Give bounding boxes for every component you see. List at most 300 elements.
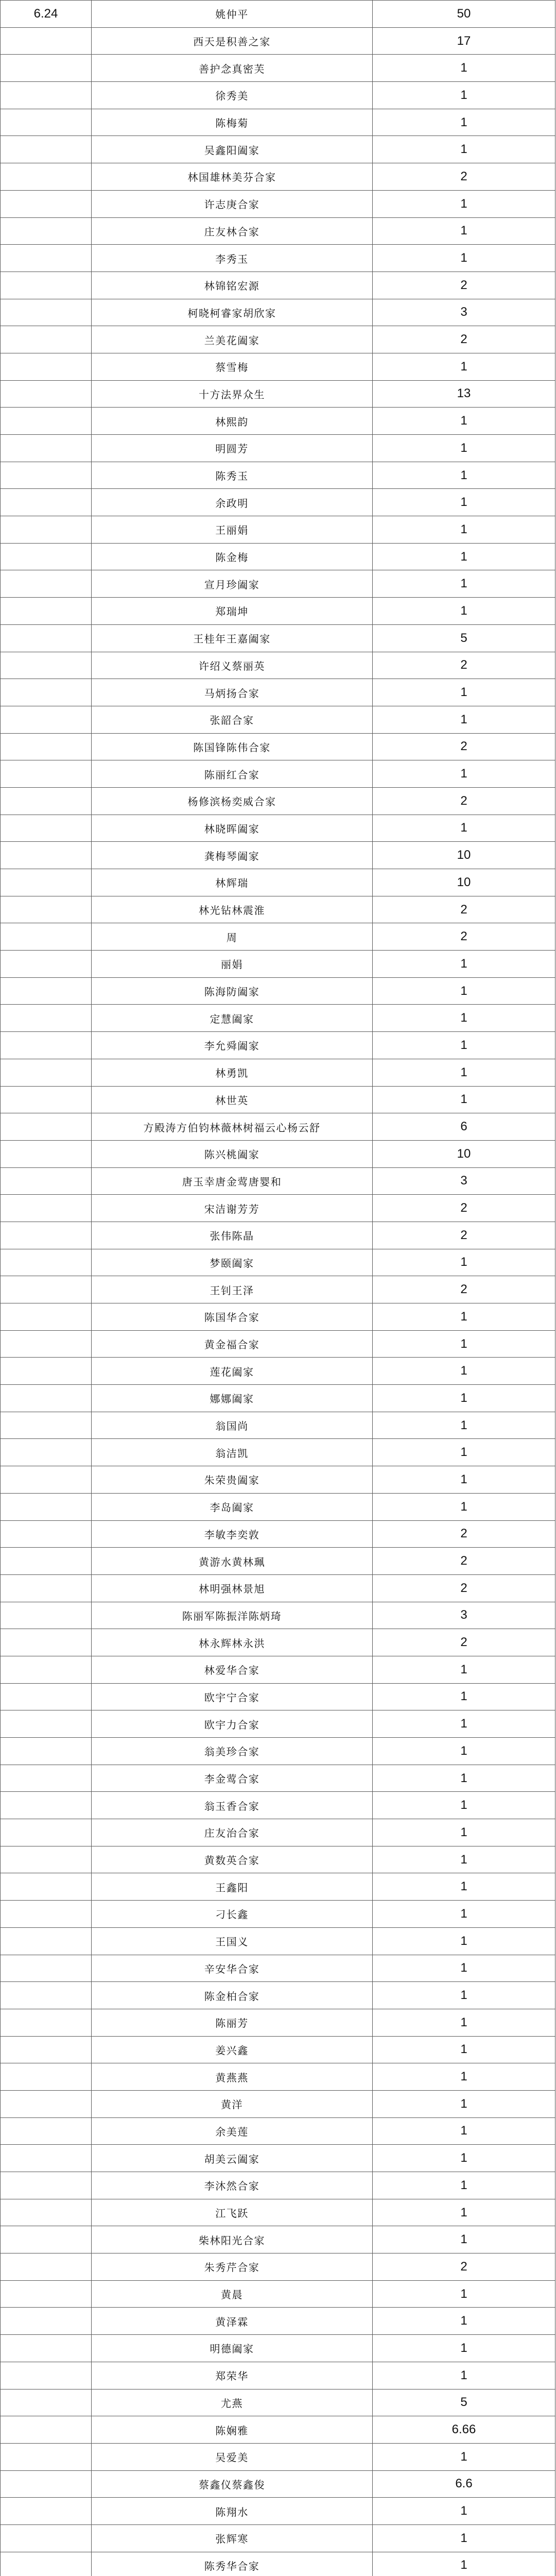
- amount-cell: 2: [373, 1195, 555, 1222]
- donor-name-cell: 林光钻林震淮: [92, 896, 373, 923]
- amount-cell: 1: [373, 82, 555, 109]
- table-row: [1, 2226, 555, 2253]
- table-row: [1, 2036, 555, 2063]
- date-cell-empty: [1, 2172, 92, 2199]
- amount-cell: 1: [373, 598, 555, 625]
- table-row: [1, 2117, 555, 2145]
- amount-cell: 1: [373, 1819, 555, 1846]
- donor-name-cell: 王桂年王嘉阖家: [92, 624, 373, 652]
- table-row: [1, 1927, 555, 1955]
- table-row: [1, 1385, 555, 1412]
- date-cell-empty: [1, 2226, 92, 2253]
- amount-cell: 1: [373, 706, 555, 733]
- amount-cell: 10: [373, 842, 555, 869]
- table-row: [1, 516, 555, 544]
- donor-name-cell: 徐秀美: [92, 82, 373, 109]
- donor-name-cell: 朱荣贵阖家: [92, 1466, 373, 1494]
- table-row: [1, 190, 555, 217]
- table-row: [1, 1493, 555, 1520]
- table-row: [1, 1955, 555, 1982]
- amount-cell: 3: [373, 1602, 555, 1629]
- table-row: [1, 869, 555, 896]
- table-row: [1, 27, 555, 55]
- amount-cell: 1: [373, 2172, 555, 2199]
- amount-cell: 1: [373, 760, 555, 788]
- amount-cell: 6.6: [373, 2470, 555, 2498]
- date-cell-empty: [1, 163, 92, 191]
- date-cell-empty: [1, 1086, 92, 1113]
- table-row: [1, 977, 555, 1005]
- amount-cell: 1: [373, 951, 555, 978]
- date-cell-empty: [1, 706, 92, 733]
- table-row: [1, 163, 555, 191]
- date-cell-empty: [1, 1710, 92, 1738]
- amount-cell: 1: [373, 2090, 555, 2117]
- amount-cell: 1: [373, 1927, 555, 1955]
- donor-name-cell: 黄游水黄林珮: [92, 1548, 373, 1575]
- date-cell-empty: [1, 136, 92, 163]
- donor-name-cell: 刁长鑫: [92, 1901, 373, 1928]
- amount-cell: 10: [373, 1140, 555, 1167]
- table-row: [1, 2280, 555, 2308]
- table-row: [1, 2253, 555, 2281]
- table-row: [1, 624, 555, 652]
- date-cell-empty: [1, 1574, 92, 1602]
- amount-cell: 1: [373, 1005, 555, 1032]
- amount-cell: 1: [373, 2498, 555, 2525]
- donor-name-cell: 李沐然合家: [92, 2172, 373, 2199]
- amount-cell: 1: [373, 1901, 555, 1928]
- table-row: [1, 2389, 555, 2416]
- date-cell-empty: [1, 1927, 92, 1955]
- amount-cell: 1: [373, 516, 555, 544]
- amount-cell: 1: [373, 1873, 555, 1901]
- donor-name-cell: 明德阖家: [92, 2335, 373, 2362]
- table-row: [1, 435, 555, 462]
- date-cell-empty: [1, 1466, 92, 1494]
- donor-name-cell: 龚梅琴阖家: [92, 842, 373, 869]
- amount-cell: 1: [373, 435, 555, 462]
- date-cell-empty: [1, 1358, 92, 1385]
- amount-cell: 50: [373, 1, 555, 28]
- donor-name-cell: 陈秀华合家: [92, 2552, 373, 2576]
- donor-name-cell: 林明强林景旭: [92, 1574, 373, 1602]
- amount-cell: 1: [373, 1765, 555, 1792]
- date-cell-empty: [1, 896, 92, 923]
- donor-name-cell: 黄燕燕: [92, 2063, 373, 2091]
- date-cell-empty: [1, 1140, 92, 1167]
- table-row: [1, 2063, 555, 2091]
- amount-cell: 1: [373, 1955, 555, 1982]
- date-cell-empty: [1, 109, 92, 136]
- date-cell-empty: [1, 245, 92, 272]
- amount-cell: 13: [373, 380, 555, 408]
- donor-name-cell: 庄友治合家: [92, 1819, 373, 1846]
- table-row: [1, 951, 555, 978]
- donor-name-cell: 胡美云阖家: [92, 2145, 373, 2172]
- date-cell-empty: [1, 1195, 92, 1222]
- donor-name-cell: 庄友林合家: [92, 217, 373, 245]
- table-row: [1, 1140, 555, 1167]
- table-row: [1, 706, 555, 733]
- donor-name-cell: 蔡雪梅: [92, 353, 373, 380]
- amount-cell: 1: [373, 2524, 555, 2552]
- amount-cell: 2: [373, 1574, 555, 1602]
- table-row: [1, 598, 555, 625]
- table-row: [1, 1710, 555, 1738]
- table-row: [1, 2416, 555, 2444]
- table-row: [1, 1548, 555, 1575]
- amount-cell: 2: [373, 1548, 555, 1575]
- donor-name-cell: 陈丽红合家: [92, 760, 373, 788]
- table-row: [1, 299, 555, 326]
- donor-name-cell: 陈娴雅: [92, 2416, 373, 2444]
- donor-name-cell: 陈国华合家: [92, 1303, 373, 1331]
- donor-name-cell: 唐玉幸唐金莺唐婴和: [92, 1167, 373, 1195]
- table-row: [1, 1873, 555, 1901]
- donor-name-cell: 张韶合家: [92, 706, 373, 733]
- date-cell-empty: [1, 1656, 92, 1683]
- amount-cell: 2: [373, 163, 555, 191]
- date-cell-empty: [1, 1955, 92, 1982]
- amount-cell: 1: [373, 2280, 555, 2308]
- amount-cell: 2: [373, 1629, 555, 1656]
- date-cell-empty: [1, 598, 92, 625]
- table-row: [1, 2524, 555, 2552]
- date-cell-empty: [1, 2524, 92, 2552]
- amount-cell: 1: [373, 1846, 555, 1873]
- amount-cell: 1: [373, 1439, 555, 1466]
- donor-name-cell: 林锦铭宏源: [92, 272, 373, 299]
- table-row: [1, 2498, 555, 2525]
- amount-cell: 1: [373, 2362, 555, 2389]
- donor-name-cell: 江飞跃: [92, 2199, 373, 2226]
- amount-cell: 1: [373, 2145, 555, 2172]
- table-row: [1, 380, 555, 408]
- table-row: [1, 1683, 555, 1710]
- donor-name-cell: 许志庚合家: [92, 190, 373, 217]
- donor-name-cell: 娜娜阖家: [92, 1385, 373, 1412]
- date-cell-empty: [1, 2416, 92, 2444]
- donor-name-cell: 欧宇力合家: [92, 1710, 373, 1738]
- amount-cell: 1: [373, 1330, 555, 1358]
- date-cell-empty: [1, 1412, 92, 1439]
- date-cell-empty: [1, 1765, 92, 1792]
- date-cell-empty: [1, 624, 92, 652]
- table-row: [1, 1032, 555, 1059]
- table-row: [1, 1520, 555, 1548]
- table-row: [1, 842, 555, 869]
- table-row: [1, 760, 555, 788]
- table-row: [1, 815, 555, 842]
- donor-name-cell: 翁玉香合家: [92, 1792, 373, 1819]
- table-row: [1, 2199, 555, 2226]
- donor-name-cell: 宋洁谢芳芳: [92, 1195, 373, 1222]
- date-cell-empty: [1, 1113, 92, 1141]
- amount-cell: 1: [373, 2009, 555, 2036]
- amount-cell: 1: [373, 2226, 555, 2253]
- amount-cell: 1: [373, 217, 555, 245]
- date-cell-empty: [1, 869, 92, 896]
- date-cell-empty: [1, 2552, 92, 2576]
- amount-cell: 2: [373, 923, 555, 951]
- amount-cell: 1: [373, 977, 555, 1005]
- date-cell-empty: [1, 1330, 92, 1358]
- date-cell-empty: [1, 82, 92, 109]
- table-row: [1, 2443, 555, 2470]
- date-cell-empty: [1, 2036, 92, 2063]
- amount-cell: 1: [373, 1792, 555, 1819]
- table-row: [1, 1276, 555, 1303]
- donor-name-cell: 许绍义蔡丽英: [92, 652, 373, 679]
- date-cell-empty: [1, 1819, 92, 1846]
- table-row: [1, 408, 555, 435]
- date-cell-empty: [1, 2063, 92, 2091]
- amount-cell: 1: [373, 1303, 555, 1331]
- table-row: [1, 652, 555, 679]
- donor-name-cell: 兰美花阖家: [92, 326, 373, 353]
- date-cell: 6.24: [1, 1, 92, 28]
- date-cell-empty: [1, 1683, 92, 1710]
- amount-cell: 1: [373, 245, 555, 272]
- date-cell-empty: [1, 679, 92, 706]
- donor-name-cell: 姜兴鑫: [92, 2036, 373, 2063]
- table-row: [1, 2308, 555, 2335]
- donor-name-cell: 柴林阳光合家: [92, 2226, 373, 2253]
- amount-cell: 1: [373, 136, 555, 163]
- date-cell-empty: [1, 1032, 92, 1059]
- amount-cell: 2: [373, 326, 555, 353]
- amount-cell: 1: [373, 543, 555, 570]
- date-cell-empty: [1, 2009, 92, 2036]
- table-row: [1, 462, 555, 489]
- date-cell-empty: [1, 27, 92, 55]
- date-cell-empty: [1, 2498, 92, 2525]
- date-cell-empty: [1, 733, 92, 760]
- donor-name-cell: 黄晨: [92, 2280, 373, 2308]
- amount-cell: 1: [373, 1493, 555, 1520]
- amount-cell: 1: [373, 1466, 555, 1494]
- table-row: [1, 245, 555, 272]
- date-cell-empty: [1, 1249, 92, 1276]
- date-cell-empty: [1, 408, 92, 435]
- date-cell-empty: [1, 2090, 92, 2117]
- amount-cell: 1: [373, 2117, 555, 2145]
- date-cell-empty: [1, 1602, 92, 1629]
- date-cell-empty: [1, 2308, 92, 2335]
- table-row: [1, 1005, 555, 1032]
- amount-cell: 2: [373, 896, 555, 923]
- donor-name-cell: 十方法界众生: [92, 380, 373, 408]
- date-cell-empty: [1, 516, 92, 544]
- amount-cell: 17: [373, 27, 555, 55]
- table-row: [1, 1086, 555, 1113]
- table-row: [1, 1222, 555, 1249]
- donor-name-cell: 陈翔水: [92, 2498, 373, 2525]
- table-row: [1, 272, 555, 299]
- donor-name-cell: 马炳扬合家: [92, 679, 373, 706]
- donor-name-cell: 林勇凯: [92, 1059, 373, 1086]
- amount-cell: 1: [373, 1086, 555, 1113]
- donor-name-cell: 李敏李奕敦: [92, 1520, 373, 1548]
- donor-name-cell: 王丽娟: [92, 516, 373, 544]
- table-row: [1, 2090, 555, 2117]
- table-row: [1, 1765, 555, 1792]
- donor-name-cell: 陈梅菊: [92, 109, 373, 136]
- table-row: [1, 1738, 555, 1765]
- donor-name-cell: 定慧阖家: [92, 1005, 373, 1032]
- donor-name-cell: 郑荣华: [92, 2362, 373, 2389]
- donor-name-cell: 欧宇宁合家: [92, 1683, 373, 1710]
- donor-name-cell: 林世英: [92, 1086, 373, 1113]
- donor-name-cell: 王钊王泽: [92, 1276, 373, 1303]
- date-cell-empty: [1, 2362, 92, 2389]
- donor-name-cell: 李允舜阖家: [92, 1032, 373, 1059]
- donor-name-cell: 王国义: [92, 1927, 373, 1955]
- amount-cell: 1: [373, 2443, 555, 2470]
- amount-cell: 5: [373, 2389, 555, 2416]
- table-row: [1, 353, 555, 380]
- amount-cell: 2: [373, 652, 555, 679]
- amount-cell: 2: [373, 787, 555, 815]
- table-row: [1, 1, 555, 28]
- date-cell-empty: [1, 2117, 92, 2145]
- donor-name-cell: 郑瑞坤: [92, 598, 373, 625]
- amount-cell: 1: [373, 1412, 555, 1439]
- date-cell-empty: [1, 652, 92, 679]
- donor-name-cell: 林永辉林永洪: [92, 1629, 373, 1656]
- date-cell-empty: [1, 1629, 92, 1656]
- table-row: [1, 733, 555, 760]
- amount-cell: 1: [373, 1683, 555, 1710]
- date-cell-empty: [1, 2470, 92, 2498]
- date-cell-empty: [1, 1222, 92, 1249]
- date-cell-empty: [1, 299, 92, 326]
- amount-cell: 2: [373, 2253, 555, 2281]
- donor-name-cell: 黄金福合家: [92, 1330, 373, 1358]
- date-cell-empty: [1, 1493, 92, 1520]
- date-cell-empty: [1, 543, 92, 570]
- table-row: [1, 1249, 555, 1276]
- table-row: [1, 2362, 555, 2389]
- donor-name-cell: 林爱华合家: [92, 1656, 373, 1683]
- donor-name-cell: 黄数英合家: [92, 1846, 373, 1873]
- amount-cell: 1: [373, 408, 555, 435]
- amount-cell: 1: [373, 1358, 555, 1385]
- donor-name-cell: 善护念真密芙: [92, 55, 373, 82]
- table-row: [1, 217, 555, 245]
- date-cell-empty: [1, 217, 92, 245]
- date-cell-empty: [1, 2280, 92, 2308]
- amount-cell: 1: [373, 489, 555, 516]
- amount-cell: 6.66: [373, 2416, 555, 2444]
- date-cell-empty: [1, 923, 92, 951]
- donor-name-cell: 西天是积善之家: [92, 27, 373, 55]
- date-cell-empty: [1, 326, 92, 353]
- date-cell-empty: [1, 462, 92, 489]
- donor-name-cell: 李秀玉: [92, 245, 373, 272]
- table-row: [1, 1412, 555, 1439]
- amount-cell: 2: [373, 733, 555, 760]
- amount-cell: 1: [373, 679, 555, 706]
- table-row: [1, 489, 555, 516]
- donor-name-cell: 李金莺合家: [92, 1765, 373, 1792]
- date-cell-empty: [1, 1059, 92, 1086]
- date-cell-empty: [1, 760, 92, 788]
- donor-name-cell: 陈丽军陈振洋陈炳琦: [92, 1602, 373, 1629]
- amount-cell: 3: [373, 1167, 555, 1195]
- table-row: [1, 679, 555, 706]
- amount-cell: 5: [373, 624, 555, 652]
- amount-cell: 1: [373, 2308, 555, 2335]
- donor-name-cell: 吴鑫阳阖家: [92, 136, 373, 163]
- donor-name-cell: 翁国尚: [92, 1412, 373, 1439]
- donor-name-cell: 林辉瑞: [92, 869, 373, 896]
- date-cell-empty: [1, 951, 92, 978]
- donor-name-cell: 柯晓柯睿家胡欣家: [92, 299, 373, 326]
- date-cell-empty: [1, 1167, 92, 1195]
- date-cell-empty: [1, 977, 92, 1005]
- table-row: [1, 1792, 555, 1819]
- table-row: [1, 1846, 555, 1873]
- donor-name-cell: 林国雄林美芬合家: [92, 163, 373, 191]
- date-cell-empty: [1, 2199, 92, 2226]
- donor-name-cell: 杨修滨杨奕威合家: [92, 787, 373, 815]
- date-cell-empty: [1, 190, 92, 217]
- date-cell-empty: [1, 435, 92, 462]
- amount-cell: 1: [373, 353, 555, 380]
- table-row: [1, 1629, 555, 1656]
- table-row: [1, 1358, 555, 1385]
- amount-cell: 1: [373, 1982, 555, 2009]
- amount-cell: 10: [373, 869, 555, 896]
- date-cell-empty: [1, 1520, 92, 1548]
- donor-name-cell: 吴爱美: [92, 2443, 373, 2470]
- table-row: [1, 2552, 555, 2576]
- table-row: [1, 2145, 555, 2172]
- date-cell-empty: [1, 1276, 92, 1303]
- date-cell-empty: [1, 272, 92, 299]
- amount-cell: 1: [373, 2199, 555, 2226]
- amount-cell: 1: [373, 1710, 555, 1738]
- date-cell-empty: [1, 380, 92, 408]
- date-cell-empty: [1, 1738, 92, 1765]
- donor-name-cell: 李岛阖家: [92, 1493, 373, 1520]
- amount-cell: 1: [373, 2335, 555, 2362]
- donor-name-cell: 翁美珍合家: [92, 1738, 373, 1765]
- table-row: [1, 1574, 555, 1602]
- amount-cell: 3: [373, 299, 555, 326]
- amount-cell: 2: [373, 1276, 555, 1303]
- date-cell-empty: [1, 1901, 92, 1928]
- donor-name-cell: 姚仲平: [92, 1, 373, 28]
- table-row: [1, 1819, 555, 1846]
- table-row: [1, 1901, 555, 1928]
- table-row: [1, 1466, 555, 1494]
- date-cell-empty: [1, 1005, 92, 1032]
- donor-name-cell: 莲花阖家: [92, 1358, 373, 1385]
- table-row: [1, 1330, 555, 1358]
- table-row: [1, 136, 555, 163]
- donor-name-cell: 陈兴桃阖家: [92, 1140, 373, 1167]
- date-cell-empty: [1, 1385, 92, 1412]
- table-row: [1, 570, 555, 598]
- table-row: [1, 1602, 555, 1629]
- donor-name-cell: 林晓晖阖家: [92, 815, 373, 842]
- table-row: [1, 896, 555, 923]
- amount-cell: 2: [373, 1520, 555, 1548]
- amount-cell: 1: [373, 1249, 555, 1276]
